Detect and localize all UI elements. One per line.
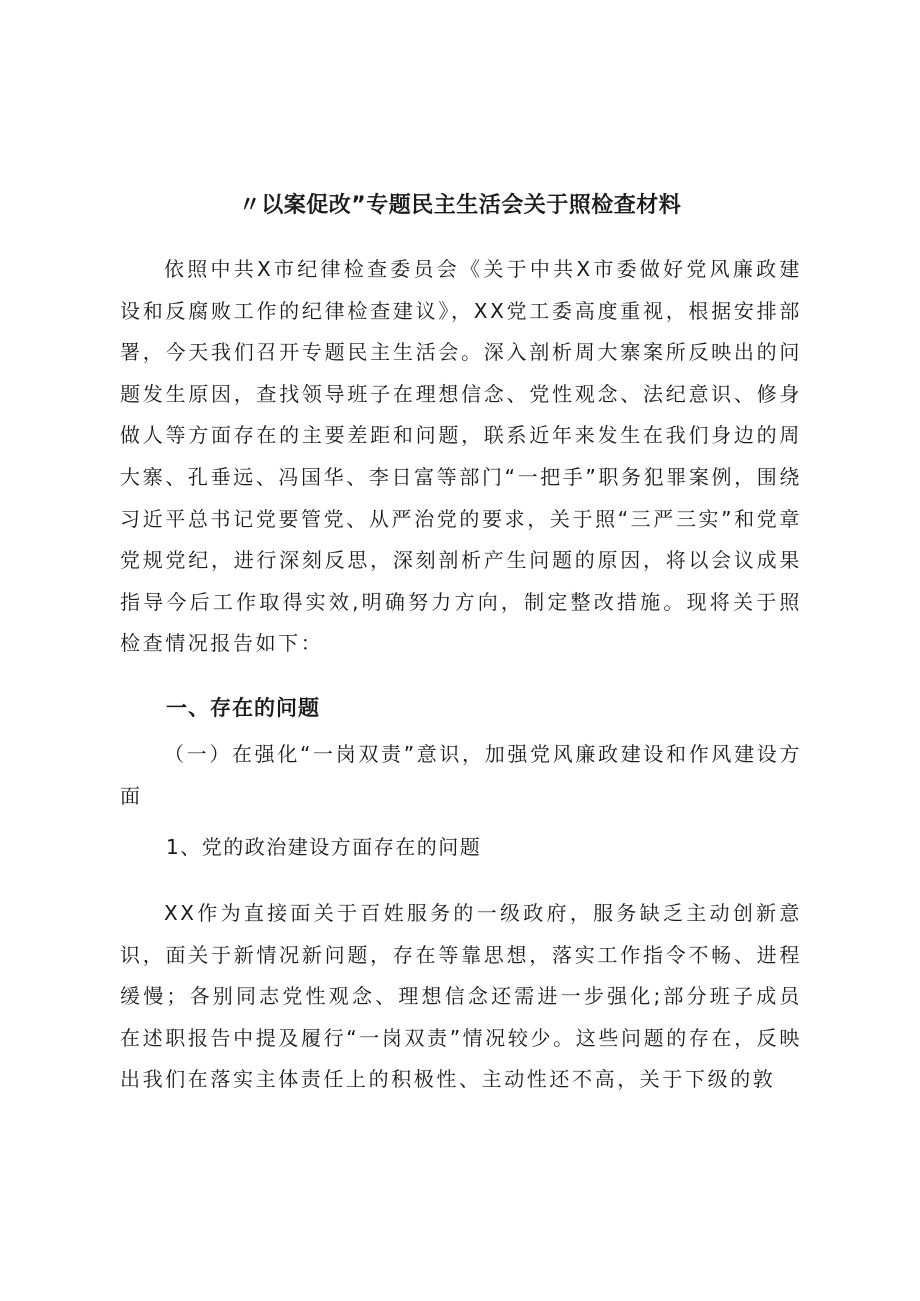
item-body-paragraph: XX作为直接面关于百姓服务的一级政府，服务缺乏主动创新意识，面关于新情况新问题，存在等靠思想，落实工作指令不畅、进程缓慢；各别同志党性观念、理想信念还需进一步强化;部分班子成员在述职报告中提及履行“一岗双责”情况较少。这些问题的存在，反映出我们在落实主体责任上的积极性、主动性还不高，关于下级的敦: [120, 901, 802, 1092]
intro-paragraph: 依照中共X市纪律检查委员会《关于中共X市委做好党风廉政建设和反腐败工作的纪律检查建议》，XX党工委高度重视，根据安排部署，今天我们召开专题民主生活会。深入剖析周大寨案所反映出的问题发生原因，查找领导班子在理想信念、党性观念、法纪意识、修身做人等方面存在的主要差距和问题，联系近年来发生在我们身边的周大寨、孔垂远、冯国华、李日富等部门“一把手”职务犯罪案例，围绕习近平总书记党要管党、从严治党的要求，关于照“三严三实”和党章党规党纪，进行深刻反思，深刻剖析产生问题的原因，将以会议成果指导今后工作取得实效,明确努力方向，制定整改措施。现将关于照检查情况报告如下：: [120, 257, 802, 656]
document-title: 〃以案促改”专题民主生活会关于照检查材料: [238, 193, 682, 218]
section-heading-problems: 一、存在的问题: [166, 696, 320, 720]
subsection-heading: （一）在强化“一岗双责”意识，加强党风廉政建设和作风建设方面: [120, 742, 802, 808]
item-heading-political-construction: 1、党的政治建设方面存在的问题: [166, 835, 482, 859]
